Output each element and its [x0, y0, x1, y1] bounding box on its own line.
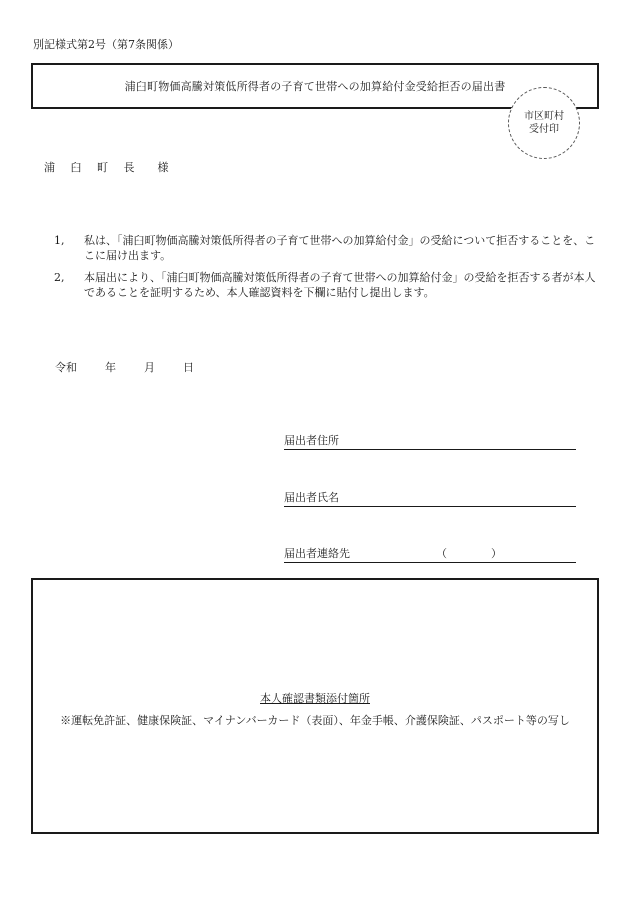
item-text: 私は、「浦臼町物価高騰対策低所得者の子育て世帯への加算給付金」の受給について拒否することを、ここに届け出ます。: [84, 234, 596, 262]
form-number: 別記様式第2号（第7条関係）: [33, 38, 179, 51]
reception-stamp-area: [508, 87, 580, 159]
applicant-address-field[interactable]: [284, 432, 576, 450]
applicant-contact-field[interactable]: [284, 545, 576, 563]
paren-open: （: [436, 547, 447, 560]
stamp-label-line2: 受付印: [529, 124, 559, 135]
id-document-attachment-box: [31, 578, 599, 834]
date-line: [55, 359, 222, 375]
stamp-label-line1: 市区町村: [524, 111, 564, 122]
declaration-item-1: [54, 233, 602, 263]
applicant-name-label: 届出者氏名: [284, 491, 339, 504]
applicant-address-label: 届出者住所: [284, 434, 339, 447]
attachment-note: ※運転免許証、健康保険証、マイナンバーカード（表面）、年金手帳、介護保険証、パスポート等の写し: [60, 714, 570, 727]
addressee: 浦 臼 町 長 様: [44, 161, 175, 174]
date-year: 年: [105, 361, 116, 374]
declaration-item-2: [54, 270, 602, 300]
item-number: 1,: [54, 234, 65, 247]
applicant-contact-label: 届出者連絡先: [284, 547, 350, 560]
attachment-title: [33, 690, 597, 706]
date-era: 令和: [55, 361, 77, 374]
applicant-name-field[interactable]: [284, 489, 576, 507]
item-number: 2,: [54, 271, 65, 284]
document-title: 浦臼町物価高騰対策低所得者の子育て世帯への加算給付金受給拒否の届出書: [124, 80, 506, 93]
attachment-title-text: 本人確認書類添付箇所: [260, 692, 370, 705]
date-day: 日: [183, 361, 194, 374]
paren-close: ）: [491, 547, 502, 560]
item-text: 本届出により、「浦臼町物価高騰対策低所得者の子育て世帯への加算給付金」の受給を拒否する者が本人であることを証明するため、本人確認資料を下欄に貼付し提出します。: [84, 271, 596, 299]
date-month: 月: [144, 361, 155, 374]
